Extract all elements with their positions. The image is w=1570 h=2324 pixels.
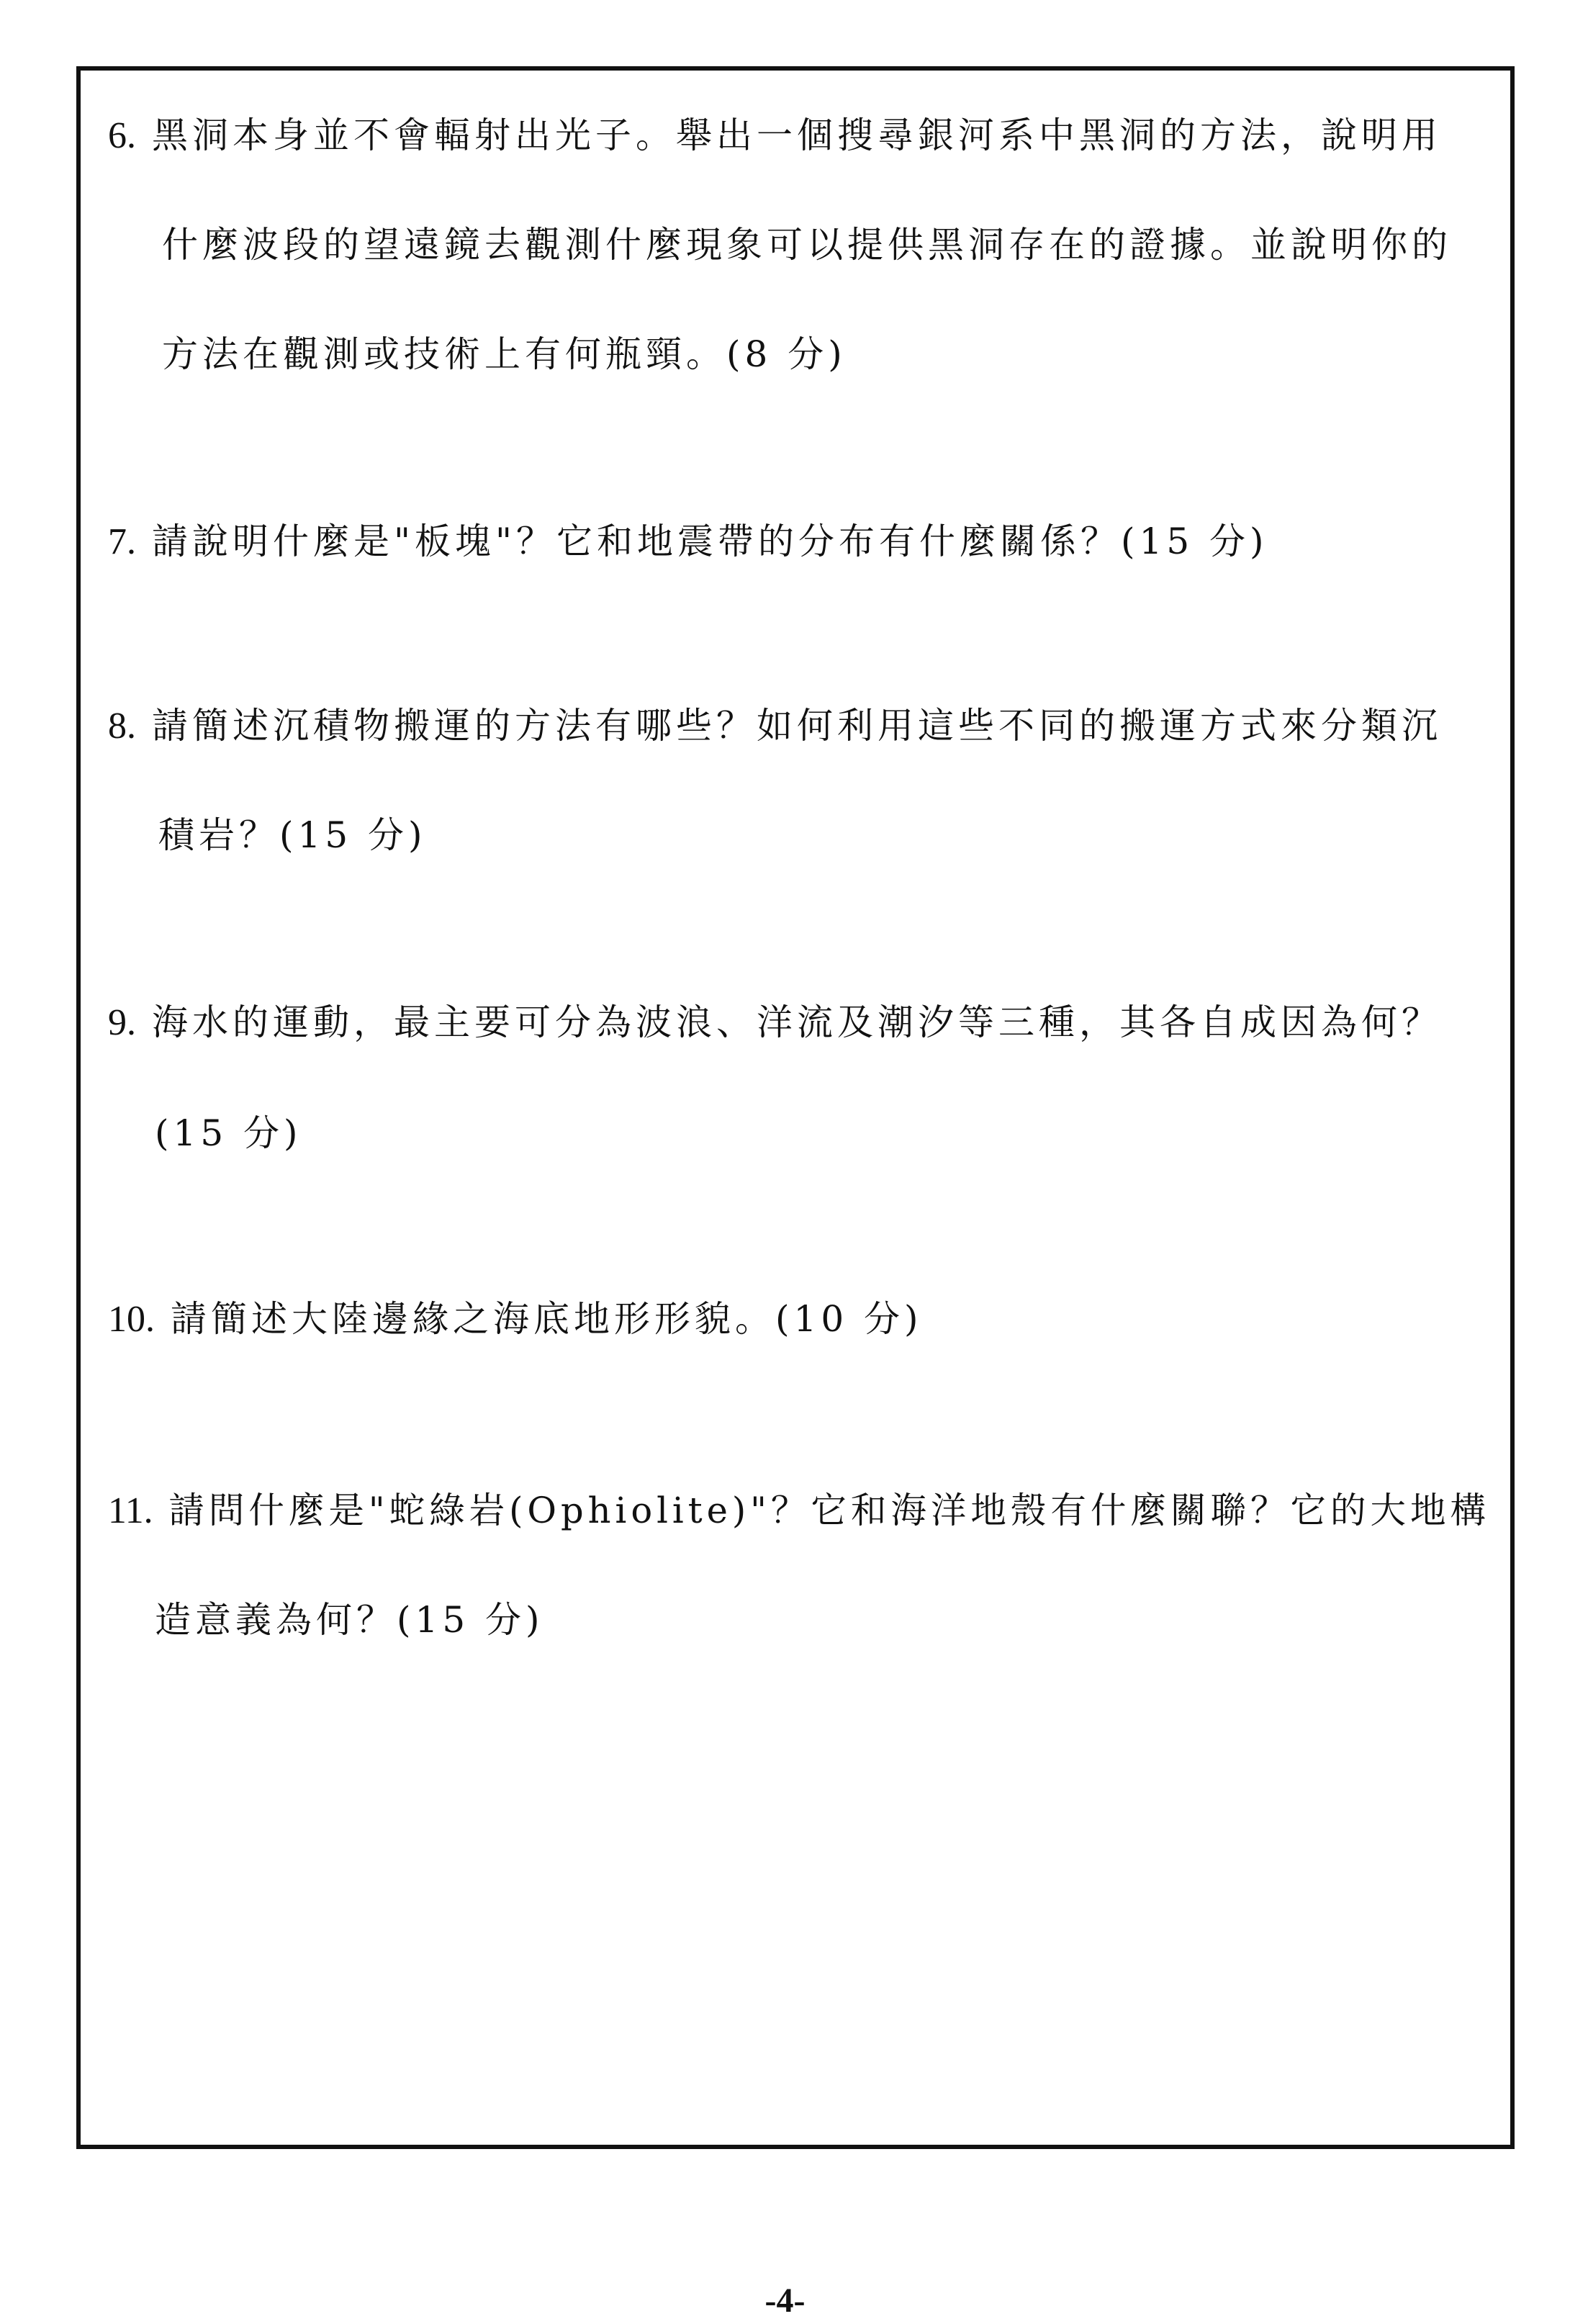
question-9-line-2: (15 分) xyxy=(155,1112,302,1154)
question-7-number: 7. xyxy=(108,521,136,562)
question-8-text-1: 請簡述沉積物搬運的方法有哪些？如何利用這些不同的搬運方式來分類沉 xyxy=(152,705,1442,747)
question-6-text-1: 黑洞本身並不會輻射出光子。舉出一個搜尋銀河系中黑洞的方法，說明用 xyxy=(152,114,1442,156)
question-10-line-1 xyxy=(108,1296,923,1343)
question-7-line-1 xyxy=(108,518,1268,565)
question-8-line-1 xyxy=(108,703,1442,749)
question-11-line-2: 造意義為何？(15 分) xyxy=(155,1599,544,1641)
question-10-text-1: 請簡述大陸邊緣之海底地形形貌。(10 分) xyxy=(171,1298,923,1340)
exam-page-border xyxy=(76,66,1515,2149)
page-number: -4- xyxy=(764,2282,806,2320)
question-6-number: 6. xyxy=(108,115,136,156)
question-8-line-2: 積岩？(15 分) xyxy=(158,814,427,856)
question-9-text-1: 海水的運動，最主要可分為波浪、洋流及潮汐等三種，其各自成因為何？ xyxy=(152,1001,1442,1043)
question-6-line-2: 什麼波段的望遠鏡去觀測什麼現象可以提供黑洞存在的證據。並說明你的 xyxy=(162,224,1452,266)
question-11-line-1 xyxy=(108,1487,1490,1534)
question-11-text-1: 請問什麼是"蛇綠岩(Ophiolite)"？它和海洋地殼有什麼關聯？它的大地構 xyxy=(168,1490,1491,1531)
question-11-number: 11. xyxy=(108,1490,153,1531)
question-6-line-1 xyxy=(108,112,1442,159)
question-10-number: 10. xyxy=(108,1299,155,1340)
question-6-line-3: 方法在觀測或技術上有何瓶頸。(8 分) xyxy=(162,333,847,375)
question-7-text-1: 請說明什麼是"板塊"？它和地震帶的分布有什麼關係？(15 分) xyxy=(152,521,1268,562)
question-9-number: 9. xyxy=(108,1002,136,1043)
question-8-number: 8. xyxy=(108,706,136,747)
question-9-line-1 xyxy=(108,999,1442,1046)
